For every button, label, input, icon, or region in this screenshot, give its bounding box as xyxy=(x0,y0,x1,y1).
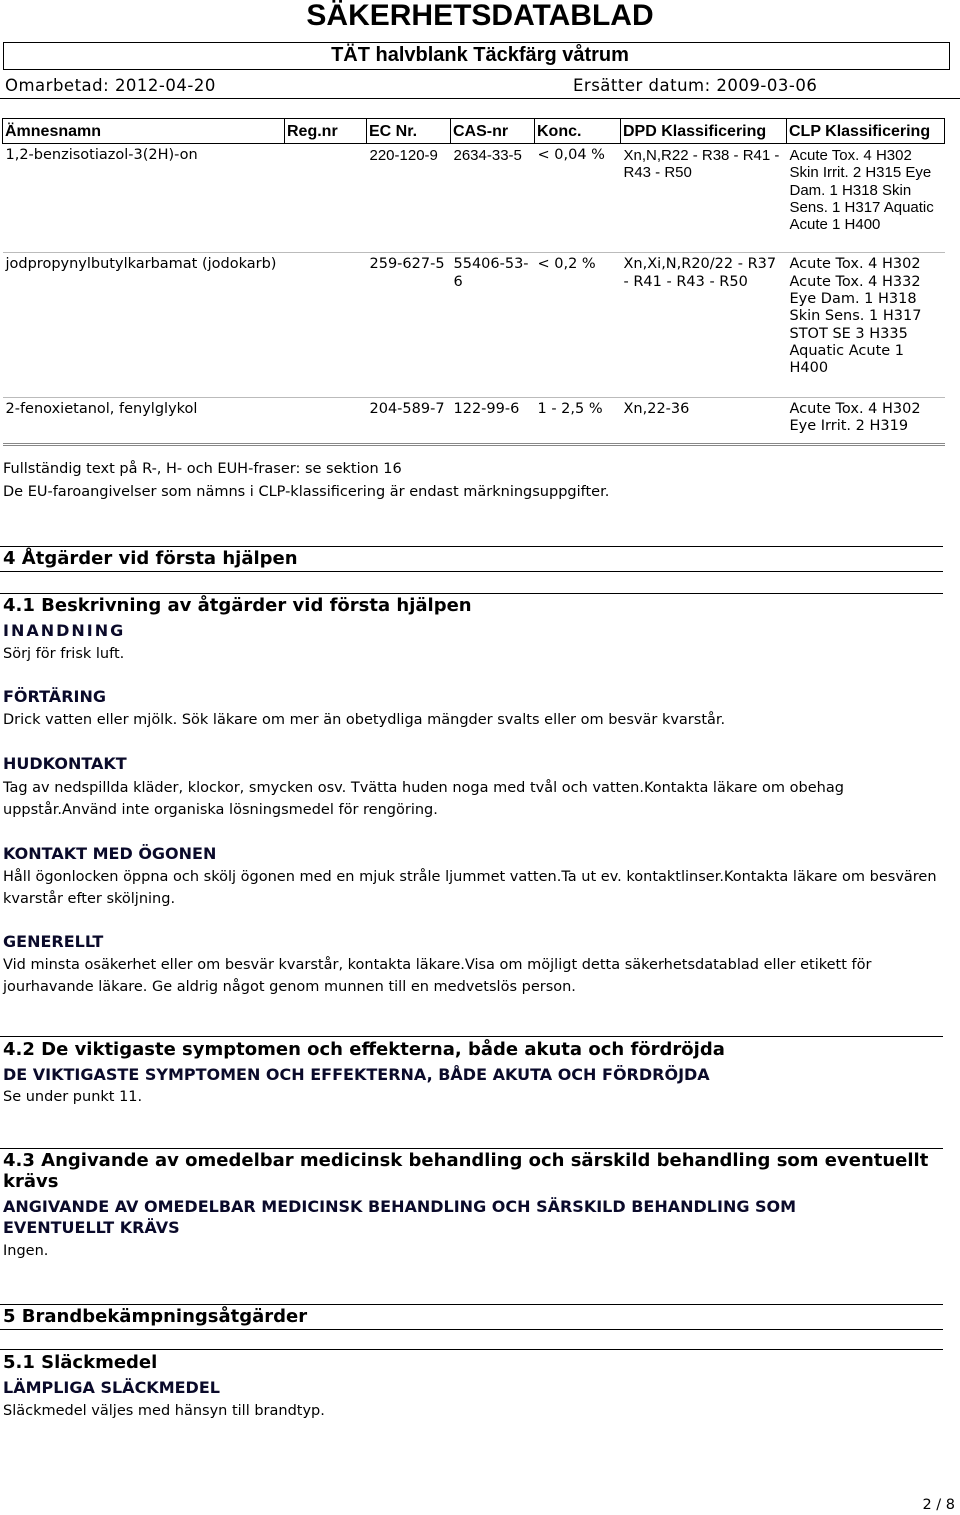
dpd-classification: Xn,22-36 xyxy=(621,397,787,445)
eye-contact-label: KONTAKT MED ÖGONEN xyxy=(3,844,217,863)
section-divider xyxy=(0,546,943,547)
subsection-divider xyxy=(0,1148,943,1149)
inhalation-label: INANDNING xyxy=(3,621,126,640)
ingestion-text: Drick vatten eller mjölk. Sök läkare om mer än obetydliga mängder svalts eller om besvär kvarstår. xyxy=(3,712,726,728)
table-header-row xyxy=(3,119,945,144)
substance-name: jodpropynylbutylkarbamat (jodokarb) xyxy=(3,253,285,397)
column-header-ec-nr: EC Nr. xyxy=(367,119,451,144)
note-full-text: Fullständig text på R-, H- och EUH-fraser: se sektion 16 xyxy=(3,461,402,477)
cas-nr: 2634-33-5 xyxy=(451,144,535,253)
section-divider xyxy=(0,1329,943,1330)
revised-date: Omarbetad: 2012-04-20 xyxy=(5,76,216,95)
section-4-title: 4 Åtgärder vid första hjälpen xyxy=(3,548,298,569)
skin-contact-text: Tag av nedspillda kläder, klockor, smycken osv. Tvätta huden noga med tvål och vatten.Kontakta läkare om obehag uppstår.Använd inte organiska lösningsmedel för rengöring. xyxy=(3,780,844,818)
table-row xyxy=(3,144,945,253)
concentration: < 0,04 % xyxy=(535,144,621,253)
dpd-classification: Xn,N,R22 - R38 - R41 - R43 - R50 xyxy=(621,144,787,253)
ec-nr: 204-589-7 xyxy=(367,397,451,445)
concentration: 1 - 2,5 % xyxy=(535,397,621,445)
treatment-text: Ingen. xyxy=(3,1243,49,1259)
section-divider xyxy=(0,1304,943,1305)
reg-nr xyxy=(285,253,367,397)
cas-nr: 122-99-6 xyxy=(451,397,535,445)
ec-nr: 259-627-5 xyxy=(367,253,451,397)
symptoms-text: Se under punkt 11. xyxy=(3,1089,143,1105)
reg-nr xyxy=(285,144,367,253)
subsection-4-2-title: 4.2 De viktigaste symptomen och effekterna, både akuta och fördröjda xyxy=(3,1039,725,1060)
extinguishing-label: LÄMPLIGA SLÄCKMEDEL xyxy=(3,1378,220,1397)
general-text: Vid minsta osäkerhet eller om besvär kvarstår, kontakta läkare.Visa om möjligt detta säkerhetsdatablad eller etikett för jourhavande läkare. Ge aldrig något genom munnen till en medvetslös person. xyxy=(3,957,872,995)
reg-nr xyxy=(285,397,367,445)
extinguishing-text: Släckmedel väljes med hänsyn till brandtyp. xyxy=(3,1403,325,1419)
column-header-cas-nr: CAS-nr xyxy=(451,119,535,144)
general-label: GENERELLT xyxy=(3,932,104,951)
ingestion-label: FÖRTÄRING xyxy=(3,687,106,706)
section-5-title: 5 Brandbekämpningsåtgärder xyxy=(3,1306,308,1327)
replaces-date: Ersätter datum: 2009-03-06 xyxy=(573,76,818,95)
column-header-substance: Ämnesnamn xyxy=(3,119,285,144)
subsection-divider xyxy=(0,1036,943,1037)
inhalation-text: Sörj för frisk luft. xyxy=(3,646,125,662)
ec-nr: 220-120-9 xyxy=(367,144,451,253)
skin-contact-label: HUDKONTAKT xyxy=(3,754,127,773)
column-header-conc: Konc. xyxy=(535,119,621,144)
column-header-reg-nr: Reg.nr xyxy=(285,119,367,144)
page-number: 2 / 8 xyxy=(922,1497,955,1513)
substance-name: 2-fenoxietanol, fenylglykol xyxy=(3,397,285,445)
table-row xyxy=(3,397,945,445)
subsection-5-1-title: 5.1 Släckmedel xyxy=(3,1352,158,1373)
clp-classification: Acute Tox. 4 H302 Acute Tox. 4 H332 Eye Dam. 1 H318 Skin Sens. 1 H317 STOT SE 3 H335 Aquatic Acute 1 H400 xyxy=(787,253,945,397)
concentration: < 0,2 % xyxy=(535,253,621,397)
cas-nr: 55406-53-6 xyxy=(451,253,535,397)
subsection-divider xyxy=(0,593,943,594)
subsection-divider xyxy=(0,1349,943,1350)
composition-table xyxy=(2,118,945,446)
note-eu-hazard: De EU-faroangivelser som nämns i CLP-klassificering är endast märkningsuppgifter. xyxy=(3,484,610,500)
section-divider xyxy=(0,571,943,572)
clp-classification: Acute Tox. 4 H302 Skin Irrit. 2 H315 Eye Dam. 1 H318 Skin Sens. 1 H317 Aquatic Acute 1 H400 xyxy=(787,144,945,253)
eye-contact-text: Håll ögonlocken öppna och skölj ögonen med en mjuk stråle ljummet vatten.Ta ut ev. kontaktlinser.Kontakta läkare om besvären kvarstår efter sköljning. xyxy=(3,869,937,907)
document-title: SÄKERHETSDATABLAD xyxy=(306,0,654,32)
product-name: TÄT halvblank Täckfärg våtrum xyxy=(331,44,629,66)
substance-name: 1,2-benzisotiazol-3(2H)-on xyxy=(3,144,285,253)
header-divider xyxy=(0,98,960,99)
dpd-classification: Xn,Xi,N,R20/22 - R37 - R41 - R43 - R50 xyxy=(621,253,787,397)
column-header-clp: CLP Klassificering xyxy=(787,119,945,144)
table-row xyxy=(3,253,945,397)
treatment-label: ANGIVANDE AV OMEDELBAR MEDICINSK BEHANDLING OCH SÄRSKILD BEHANDLING SOM EVENTUELLT KRÄVS xyxy=(3,1197,797,1237)
subsection-4-3-title: 4.3 Angivande av omedelbar medicinsk behandling och särskild behandling som eventuellt krävs xyxy=(3,1150,929,1192)
column-header-dpd: DPD Klassificering xyxy=(621,119,787,144)
symptoms-label: DE VIKTIGASTE SYMPTOMEN OCH EFFEKTERNA, BÅDE AKUTA OCH FÖRDRÖJDA xyxy=(3,1065,710,1084)
subsection-4-1-title: 4.1 Beskrivning av åtgärder vid första hjälpen xyxy=(3,595,472,616)
clp-classification: Acute Tox. 4 H302 Eye Irrit. 2 H319 xyxy=(787,397,945,445)
